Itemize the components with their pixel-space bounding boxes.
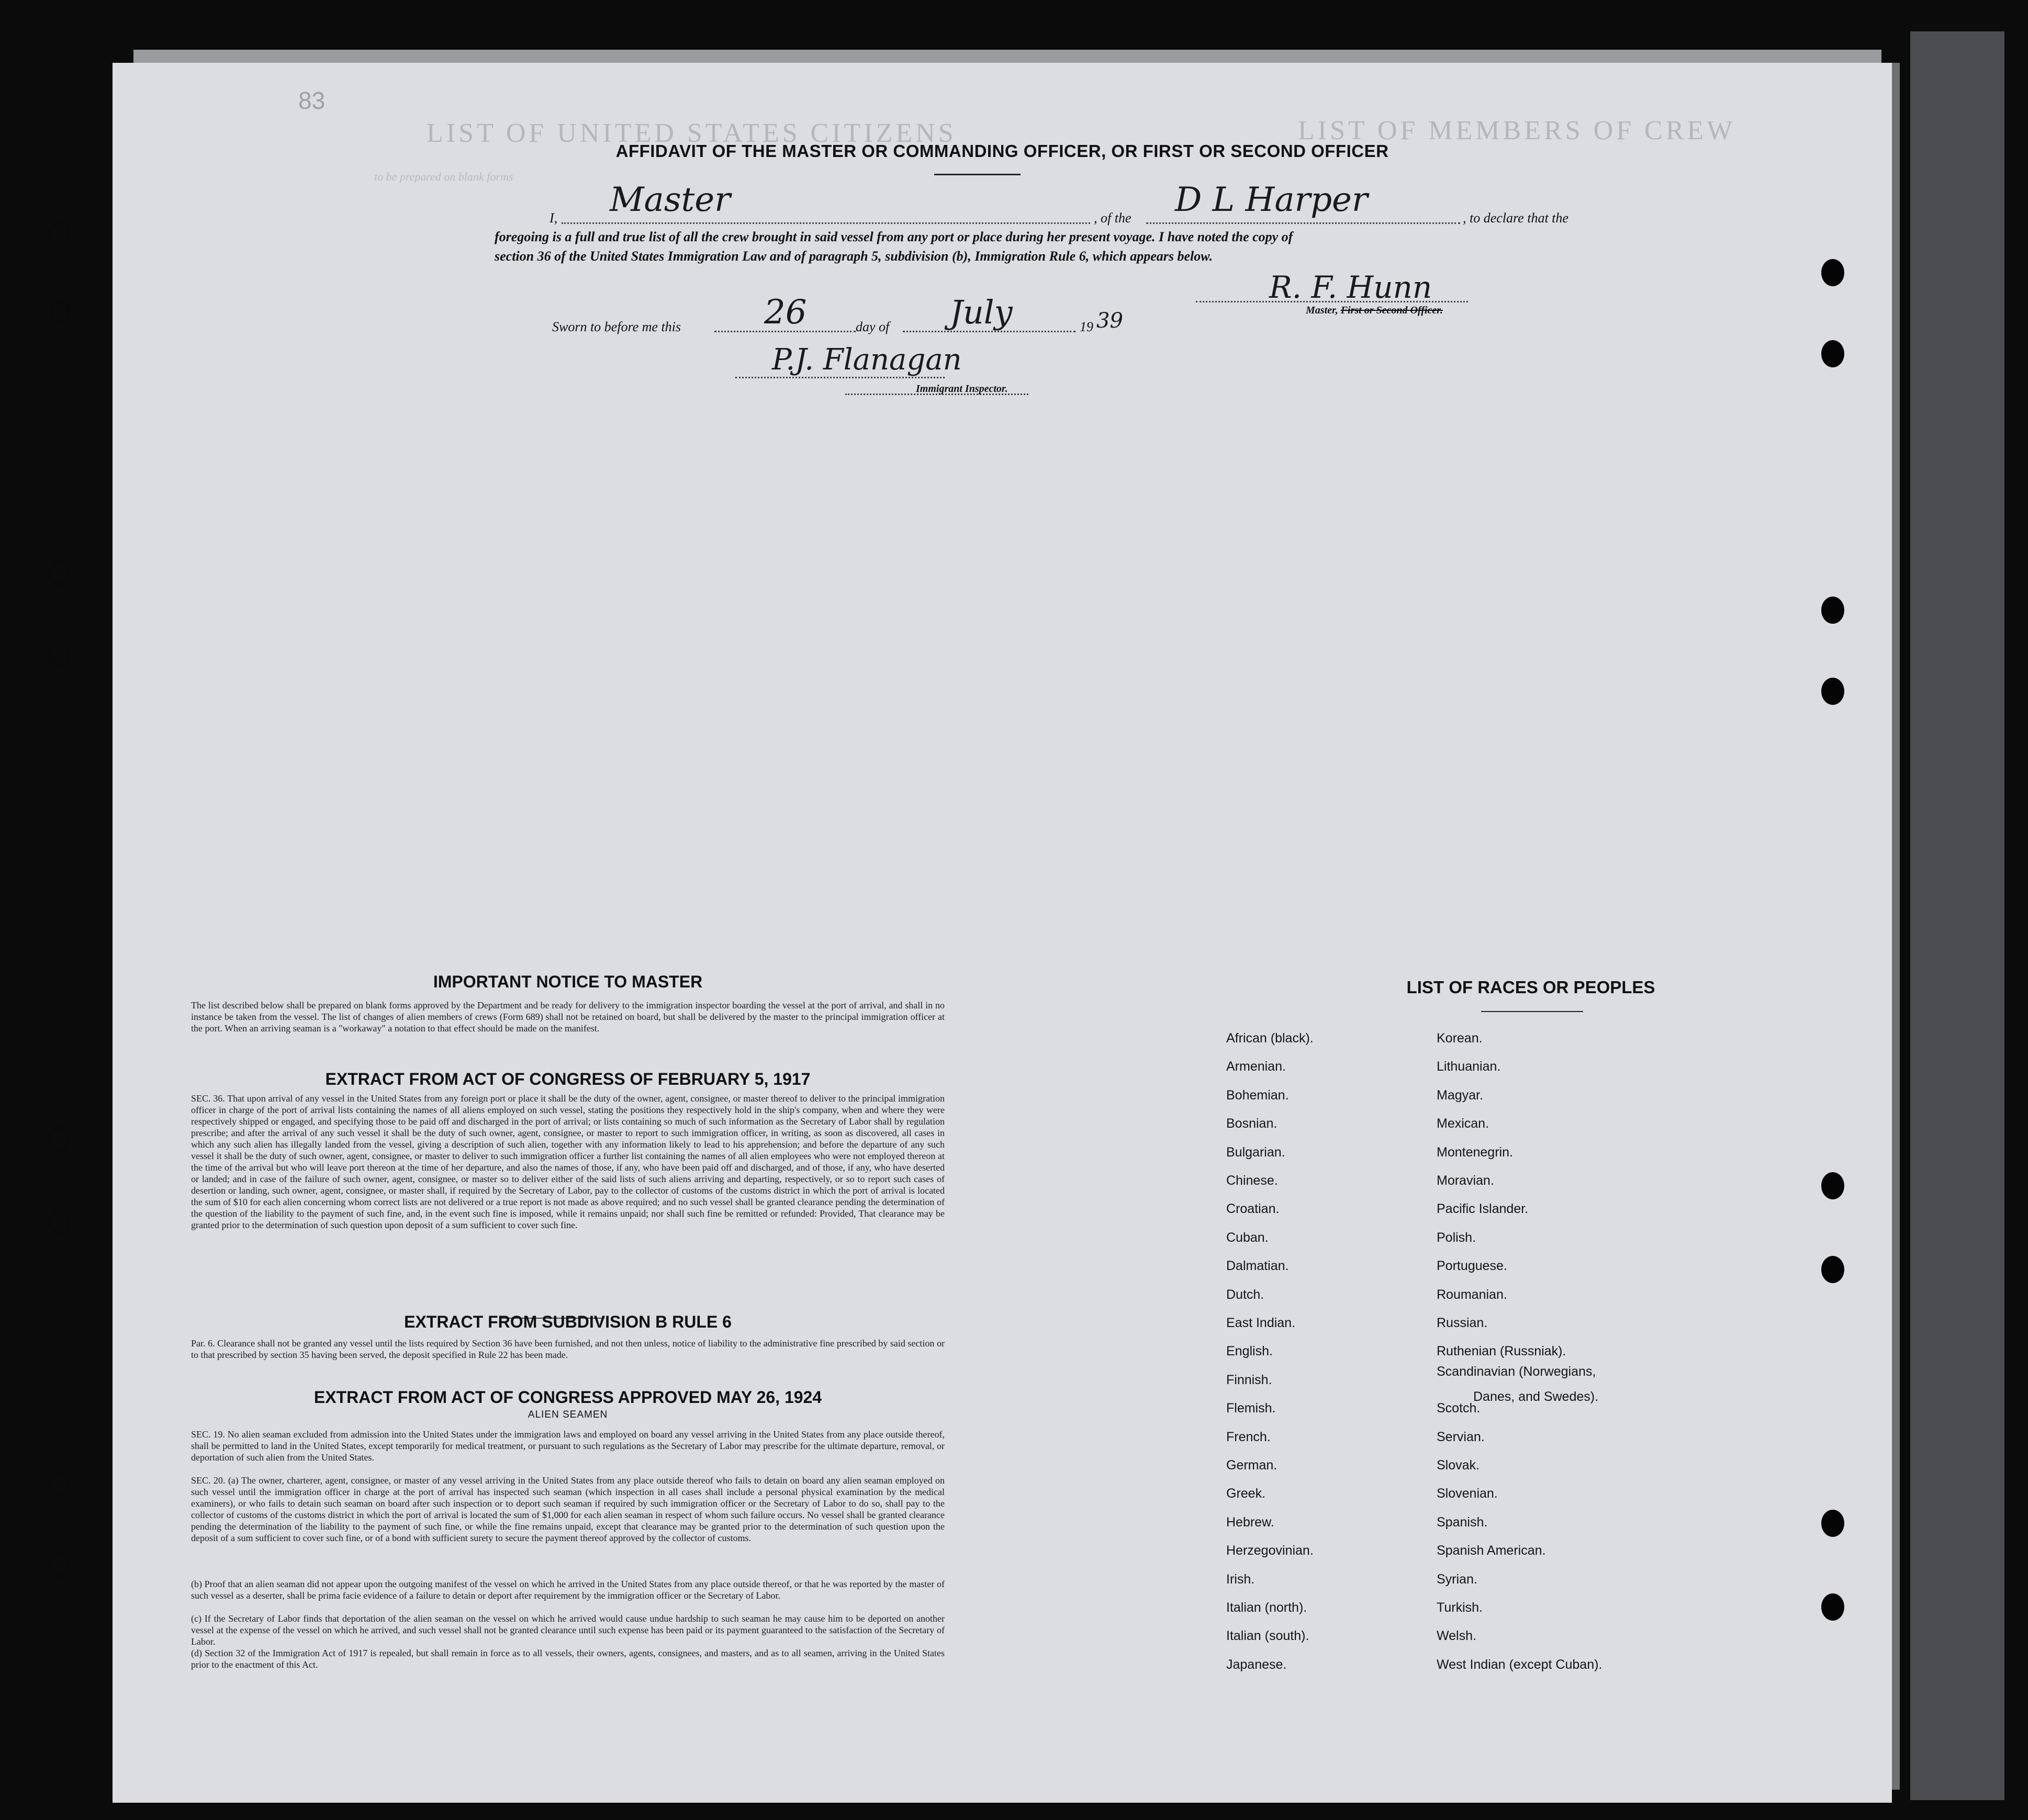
punch-hole (1821, 259, 1844, 286)
races-title: LIST OF RACES OR PEOPLES (1406, 978, 1655, 997)
race-item: Lithuanian. (1437, 1059, 1501, 1074)
affidavit-line-2: foregoing is a full and true list of all the crew brought in said vessel from any port or place during her present voyage. I have noted the copy of (495, 229, 1293, 244)
i-label: I, (550, 210, 558, 226)
binder-ring-hole (48, 560, 71, 587)
race-item: East Indian. (1226, 1316, 1296, 1330)
race-item: Servian. (1437, 1429, 1485, 1444)
bleed-text-right: LIST OF MEMBERS OF CREW (1298, 116, 1736, 145)
race-item: Italian (north). (1226, 1600, 1307, 1615)
sec20d-paragraph: (d) Section 32 of the Immigration Act of 1917 is repealed, but shall remain in force as to all vessels, their owners, agents, consignees, and masters, and as to all seamen, arriving in the United States prior to the enactment of this Act. (191, 1648, 945, 1670)
binder-ring-hole (48, 220, 71, 247)
notice-body: The list described below shall be prepared on blank forms approved by the Department and be ready for delivery to the immigration inspector boarding the vessel at the port of arrival, and shall in no instance be taken from the vessel. The list of changes of alien members of crews (Form 689) shall not be retained on board, but shall be delivered by the master to the principal immigration officer at the port. When an arriving seaman is a "workaway" a notation to that effect should be made on the manifest. (191, 1000, 945, 1033)
race-item: Italian (south). (1226, 1628, 1309, 1644)
race-item: Japanese. (1226, 1657, 1287, 1672)
punch-hole (1821, 1172, 1844, 1199)
race-item: Mexican. (1437, 1116, 1489, 1131)
punch-hole (1821, 1510, 1844, 1537)
race-item: Magyar. (1437, 1087, 1483, 1103)
sec20b-paragraph: (b) Proof that an alien seaman did not appear upon the outgoing manifest of the vessel on which he arrived in the United States from any place outside thereof, or that he was reported by the master of such vessel as a deserter, shall be prima facie evidence of a failure to detain or deport after requirement by the immigration officer or the Secretary of Labor. (191, 1579, 945, 1601)
race-item: Irish. (1226, 1571, 1255, 1587)
sec19-paragraph: SEC. 19. No alien seaman excluded from admission into the United States under the immigration laws and employed on board any vessel arriving in the United States from any place outside thereof, shall be permitted to land in the United States, except temporarily for medical treatment, or pursuant to such regulations as the Secretary of Labor may prescribe for the ultimate departure, removal, or deportation of such alien from the United States. (191, 1429, 945, 1463)
race-item: West Indian (except Cuban). (1437, 1657, 1603, 1672)
races-rule (1481, 1011, 1583, 1012)
punch-hole (1821, 597, 1844, 624)
race-item: Ruthenian (Russniak). (1437, 1344, 1566, 1359)
race-item: Dalmatian. (1226, 1259, 1289, 1274)
punch-hole (1821, 678, 1844, 705)
inspector-caption: Immigrant Inspector. (916, 383, 1008, 395)
sworn-day-field: 26 (764, 293, 807, 332)
affidavit-title: AFFIDAVIT OF THE MASTER OR COMMANDING OFFICER, OR FIRST OR SECOND OFFICER (615, 141, 1389, 161)
extract3-title: EXTRACT FROM ACT OF CONGRESS APPROVED MAY 26, 1924 (313, 1388, 822, 1407)
master-caption (1306, 305, 1443, 317)
race-item: Cuban. (1226, 1230, 1269, 1245)
vessel-name-field: D L Harper (1175, 181, 1368, 219)
binder-ring-hole (48, 1209, 71, 1236)
race-item: Scandinavian (Norwegians, (1437, 1364, 1596, 1379)
binder-ring-hole (48, 1125, 71, 1152)
race-item: Slovak. (1437, 1458, 1480, 1473)
race-item: Polish. (1437, 1230, 1476, 1245)
race-item: German. (1226, 1458, 1278, 1473)
sec20a-paragraph: SEC. 20. (a) The owner, charterer, agent, consignee, or master of any vessel arriving in the United States from any place outside thereof who fails to detain on board any alien seaman employed on such vessel until the immigration officer in charge at the port of arrival has inspected such seaman (which inspection in all cases shall include a personal physical examination by the medical examiners), or who fails to detain such seaman on board after such inspection or to deport such seaman if required by such immigration officer or the Secretary of Labor to do so, shall pay to the collector of customs of the customs district in which the port of arrival is located the sum of $1,000 for each alien seaman in respect of whom such failure occurs. No vessel shall be granted clearance pending the determination of the liability to the payment of such fine, or while the fine remains unpaid, except that clearance may be granted prior to the determination of such question upon the deposit of a sum sufficient to cover such fine, or of a bond with sufficient surety to secure the payment thereof approved by the collector of customs. (191, 1475, 945, 1543)
race-item: Roumanian. (1437, 1287, 1507, 1302)
race-item: Bulgarian. (1226, 1144, 1285, 1160)
extract1-body: SEC. 36. That upon arrival of any vessel in the United States from any foreign port or place it shall be the duty of the owner, agent, consignee, or master thereof to deliver to the principal immigration officer in charge of the port of arrival lists containing the names of all aliens employed on such vessel, stating the positions they respectively hold in the ship's company, when and where they were respectively shipped or engaged, and specifying those to be paid off and discharged in the port of arrival; or lists containing so much of such information as the Secretary of Labor shall by regulation prescribe; and after the arrival of any such vessel it shall be the duty of such owner, agent, consignee, or master to report to such immigration officer, in writing, as soon as discovered, all cases in which any such alien has illegally landed from the vessel, giving a description of such alien, together with any information likely to lead to his apprehension; and before the departure of any such vessel it shall be the duty of such owner, agent, consignee, or master to deliver to such immigration officer a further list containing the names of all alien employees who were not employed thereon at the time of the arrival but who will leave port thereon at the time of her departure, and also the names of those, if any, who have been paid off and discharged, and of those, if any, who have deserted or landed; and in case of the failure of such owner, agent, consignee, or master so to deliver either of the said lists of such aliens arriving and departing, respectively, or so to report such cases of desertion or landing, such owner, agent, consignee, or master shall, if required by the Secretary of Labor, pay to the collector of customs of the customs district in which the port of arrival is located the sum of $10 for each alien concerning whom correct lists are not delivered or a true report is not made as above required; and no such vessel shall be granted clearance pending the determination of the question of the liability to the payment of such fine, and, in the event such fine is imposed, while it remains unpaid; nor shall such fine be remitted or refunded: Provided, That clearance may be granted prior to the determination of such question upon deposit of a sum sufficient to cover such fine. (191, 1093, 945, 1230)
race-item: Slovenian. (1437, 1486, 1498, 1501)
race-item: Spanish. (1437, 1514, 1488, 1530)
race-item: Armenian. (1226, 1059, 1286, 1074)
race-item: African (black). (1226, 1031, 1314, 1046)
document-page (113, 63, 1892, 1803)
page-number: 83 (298, 87, 326, 114)
name-line (562, 222, 1090, 224)
race-item: Montenegrin. (1437, 1144, 1513, 1160)
master-caption-struck: First or Second Officer. (1340, 305, 1443, 316)
race-item: Scotch. (1437, 1401, 1481, 1416)
punch-hole (1821, 340, 1844, 367)
binder-ring-hole (48, 641, 71, 668)
race-item: Bosnian. (1226, 1116, 1278, 1131)
race-item: French. (1226, 1429, 1271, 1444)
master-name-field: Master (610, 181, 731, 219)
extract1-title: EXTRACT FROM ACT OF CONGRESS OF FEBRUARY 5, 1917 (325, 1070, 811, 1088)
binder-strip (1910, 31, 2004, 1800)
race-item: Moravian. (1437, 1173, 1494, 1188)
master-caption-prefix: Master, (1306, 305, 1341, 316)
inspector-signature-line (735, 377, 945, 378)
race-item: Korean. (1437, 1031, 1483, 1046)
race-item: Welsh. (1437, 1628, 1476, 1644)
year-prefix: 19 (1080, 319, 1093, 334)
master-signature: R. F. Hunn (1269, 269, 1432, 305)
punch-hole (1821, 1256, 1844, 1283)
race-item: Portuguese. (1437, 1259, 1507, 1274)
sworn-label: Sworn to before me this (552, 319, 681, 334)
bleed-text-left: LIST OF UNITED STATES CITIZENS (427, 118, 957, 148)
race-item: Greek. (1226, 1486, 1266, 1501)
race-item: Bohemian. (1226, 1087, 1289, 1103)
affidavit-line-3: section 36 of the United States Immigration Law and of paragraph 5, subdivision (b), Immigration Rule 6, which appears below. (495, 249, 1213, 264)
race-item: Finnish. (1226, 1372, 1272, 1387)
sworn-year-field: 39 (1096, 309, 1123, 333)
extract2-body: Par. 6. Clearance shall not be granted any vessel until the lists required by Section 36 have been furnished, and not then unless, notice of liability to the administrative fine prescribed by said section or to that prescribed by section 35 having been served, the deposit specified in Rule 22 has been made. (191, 1338, 945, 1360)
binder-ring-hole (48, 1552, 71, 1579)
binder-ring-hole (48, 1470, 71, 1498)
sec20c-paragraph: (c) If the Secretary of Labor finds that deportation of the alien seaman on the vessel on which he arrived would cause undue hardship to such seaman he may cause him to be deported on another vessel at the expense of the vessel on which he arrived, and such vessel shall not be granted clearance until such expense has been paid or its payment guaranteed to the satisfaction of the Secretary of Labor. (191, 1613, 945, 1647)
race-item: Spanish American. (1437, 1543, 1546, 1558)
race-item: Dutch. (1226, 1287, 1264, 1302)
binder-ring-hole (48, 298, 71, 325)
sworn-month-field: July (950, 293, 1013, 331)
notice-title: IMPORTANT NOTICE TO MASTER (433, 972, 703, 991)
title-rule (934, 174, 1021, 175)
race-item: Croatian. (1226, 1201, 1280, 1217)
race-item: Herzegovinian. (1226, 1543, 1314, 1558)
declare-label: , to declare that the (1463, 210, 1568, 226)
day-of-label: day of (856, 319, 890, 334)
vessel-line (1146, 222, 1460, 224)
extract2-title: EXTRACT FROM SUBDIVISION B RULE 6 (404, 1312, 732, 1331)
race-item: Chinese. (1226, 1173, 1278, 1188)
race-item: Syrian. (1437, 1571, 1477, 1587)
punch-hole (1821, 1593, 1844, 1621)
extract3-subtitle: ALIEN SEAMEN (528, 1409, 608, 1420)
of-the-label: , of the (1094, 210, 1131, 226)
race-item: Pacific Islander. (1437, 1201, 1529, 1217)
race-item: English. (1226, 1344, 1273, 1359)
inspector-signature: P.J. Flanagan (772, 343, 962, 377)
race-item: Russian. (1437, 1316, 1488, 1330)
race-scandinavian-cont: Danes, and Swedes). (1473, 1389, 1599, 1404)
race-item: Turkish. (1437, 1600, 1483, 1615)
race-item: Hebrew. (1226, 1514, 1274, 1530)
race-item: Flemish. (1226, 1401, 1276, 1416)
bleed-text-small: to be prepared on blank forms (374, 170, 513, 183)
